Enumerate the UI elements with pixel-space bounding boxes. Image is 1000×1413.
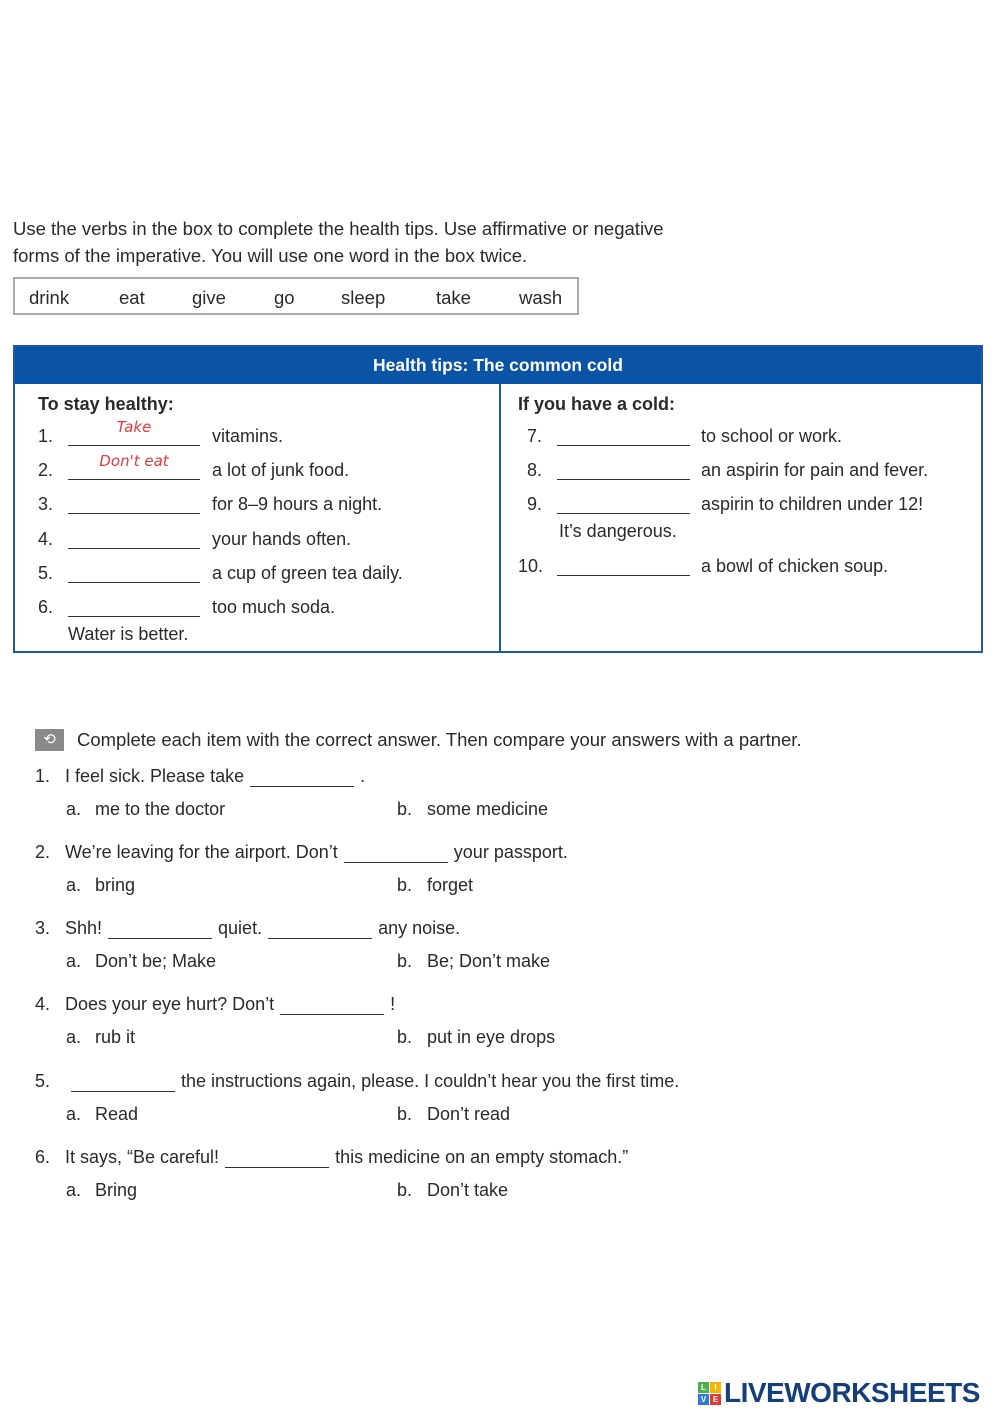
option-a-label: a.: [66, 1104, 82, 1124]
option-a[interactable]: me to the doctor: [95, 799, 226, 819]
answer-blank[interactable]: [268, 918, 372, 939]
answer-blank[interactable]: [250, 766, 354, 787]
answer-blank[interactable]: [280, 994, 384, 1015]
question-text: [65, 765, 365, 787]
answer-blank[interactable]: [557, 459, 690, 480]
option-a[interactable]: Bring: [95, 1180, 138, 1200]
question-part: I feel sick. Please take: [65, 766, 245, 786]
answer-blank[interactable]: [557, 493, 690, 514]
word: take: [436, 287, 471, 308]
question-part: .: [360, 766, 366, 786]
item-number: 2.: [38, 460, 54, 480]
word: sleep: [341, 287, 386, 308]
question-part: any noise.: [378, 918, 461, 938]
option-a-label: a.: [66, 799, 82, 819]
option-a[interactable]: Read: [95, 1104, 139, 1124]
option-b-label: b.: [397, 1104, 413, 1124]
option-b[interactable]: Don’t take: [427, 1180, 509, 1200]
option-b[interactable]: put in eye drops: [427, 1027, 556, 1047]
option-b[interactable]: Be; Don’t make: [427, 951, 551, 971]
question-part: It says, “Be careful!: [65, 1147, 220, 1167]
option-b[interactable]: forget: [427, 875, 474, 895]
option-b-label: b.: [397, 875, 413, 895]
tip-text: aspirin to children under 12!: [701, 494, 924, 514]
answer-blank[interactable]: [71, 1071, 175, 1092]
option-a-label: a.: [66, 1180, 82, 1200]
answer-blank[interactable]: [557, 555, 690, 576]
pair-work-icon: ⟲: [35, 729, 64, 751]
question-text: [65, 1070, 679, 1092]
logo-text: LIVEWORKSHEETS: [724, 1377, 980, 1408]
question-text: [65, 1146, 628, 1168]
item-number: 10.: [518, 556, 544, 576]
word: wash: [519, 287, 563, 308]
item-number: 4.: [38, 529, 54, 549]
question-part: We’re leaving for the airport. Don’t: [65, 842, 338, 862]
item-number: 7.: [527, 426, 543, 446]
handwritten-answer[interactable]: Take: [116, 418, 152, 436]
answer-blank[interactable]: [557, 425, 690, 446]
instruction-line-2: forms of the imperative. You will use one word in the box twice.: [13, 245, 528, 266]
question-number: 6.: [35, 1147, 51, 1167]
handwritten-answer[interactable]: Don't eat: [99, 452, 169, 470]
option-a[interactable]: Don’t be; Make: [95, 951, 217, 971]
tip-text: a lot of junk food.: [212, 460, 350, 480]
question-part: !: [390, 994, 396, 1014]
word: give: [192, 287, 226, 308]
tip-text: a cup of green tea daily.: [212, 563, 403, 583]
option-a-label: a.: [66, 1027, 82, 1047]
question-part: your passport.: [453, 842, 568, 862]
question-text: [65, 993, 395, 1015]
answer-blank[interactable]: [225, 1147, 329, 1168]
answer-blank[interactable]: [68, 493, 200, 514]
question-number: 4.: [35, 994, 51, 1014]
question-number: 3.: [35, 918, 51, 938]
tip-text: to school or work.: [701, 426, 843, 446]
liveworksheets-logo: [698, 1378, 980, 1408]
word: eat: [119, 287, 145, 308]
item-number: 3.: [38, 494, 54, 514]
item-number: 8.: [527, 460, 543, 480]
question-text: [65, 917, 460, 939]
question-number: 2.: [35, 842, 51, 862]
item-number: 5.: [38, 563, 54, 583]
tip-text: your hands often.: [212, 529, 352, 549]
answer-blank[interactable]: [108, 918, 212, 939]
question-part: Does your eye hurt? Don’t: [65, 994, 275, 1014]
question-number: 5.: [35, 1071, 51, 1091]
option-a-label: a.: [66, 951, 82, 971]
option-a[interactable]: bring: [95, 875, 136, 895]
exercise2-instruction: Complete each item with the correct answer. Then compare your answers with a partner.: [77, 729, 802, 750]
instruction-line-1: Use the verbs in the box to complete the health tips. Use affirmative or negative: [13, 218, 664, 239]
word: go: [274, 287, 295, 308]
item-number: 1.: [38, 426, 54, 446]
option-b-label: b.: [397, 951, 413, 971]
logo-icon: L I V E: [698, 1382, 721, 1405]
answer-blank[interactable]: [68, 562, 200, 583]
answer-blank[interactable]: [68, 528, 200, 549]
tip-extra: It’s dangerous.: [559, 521, 677, 541]
question-part: quiet.: [218, 918, 263, 938]
right-heading: If you have a cold:: [518, 394, 676, 414]
tip-text: for 8–9 hours a night.: [212, 494, 383, 514]
item-number: 9.: [527, 494, 543, 514]
option-b-label: b.: [397, 1180, 413, 1200]
left-heading: To stay healthy:: [38, 394, 174, 414]
option-b-label: b.: [397, 799, 413, 819]
option-b-label: b.: [397, 1027, 413, 1047]
table-title: Health tips: The common cold: [15, 347, 981, 384]
option-a-label: a.: [66, 875, 82, 895]
question-part: Shh!: [65, 918, 103, 938]
option-b[interactable]: some medicine: [427, 799, 549, 819]
tip-extra: Water is better.: [68, 624, 189, 644]
item-number: 6.: [38, 597, 54, 617]
word-box: [13, 277, 579, 315]
tip-text: an aspirin for pain and fever.: [701, 460, 929, 480]
tip-text: too much soda.: [212, 597, 336, 617]
option-b[interactable]: Don’t read: [427, 1104, 511, 1124]
answer-blank[interactable]: [68, 596, 200, 617]
word: drink: [29, 287, 70, 308]
tip-text: vitamins.: [212, 426, 284, 446]
tip-text: a bowl of chicken soup.: [701, 556, 889, 576]
column-divider: [499, 384, 501, 651]
question-part: this medicine on an empty stomach.”: [335, 1147, 629, 1167]
question-text: [65, 841, 568, 863]
question-number: 1.: [35, 766, 51, 786]
question-part: the instructions again, please. I couldn’t hear you the first time.: [181, 1071, 680, 1091]
option-a[interactable]: rub it: [95, 1027, 136, 1047]
answer-blank[interactable]: [344, 842, 448, 863]
